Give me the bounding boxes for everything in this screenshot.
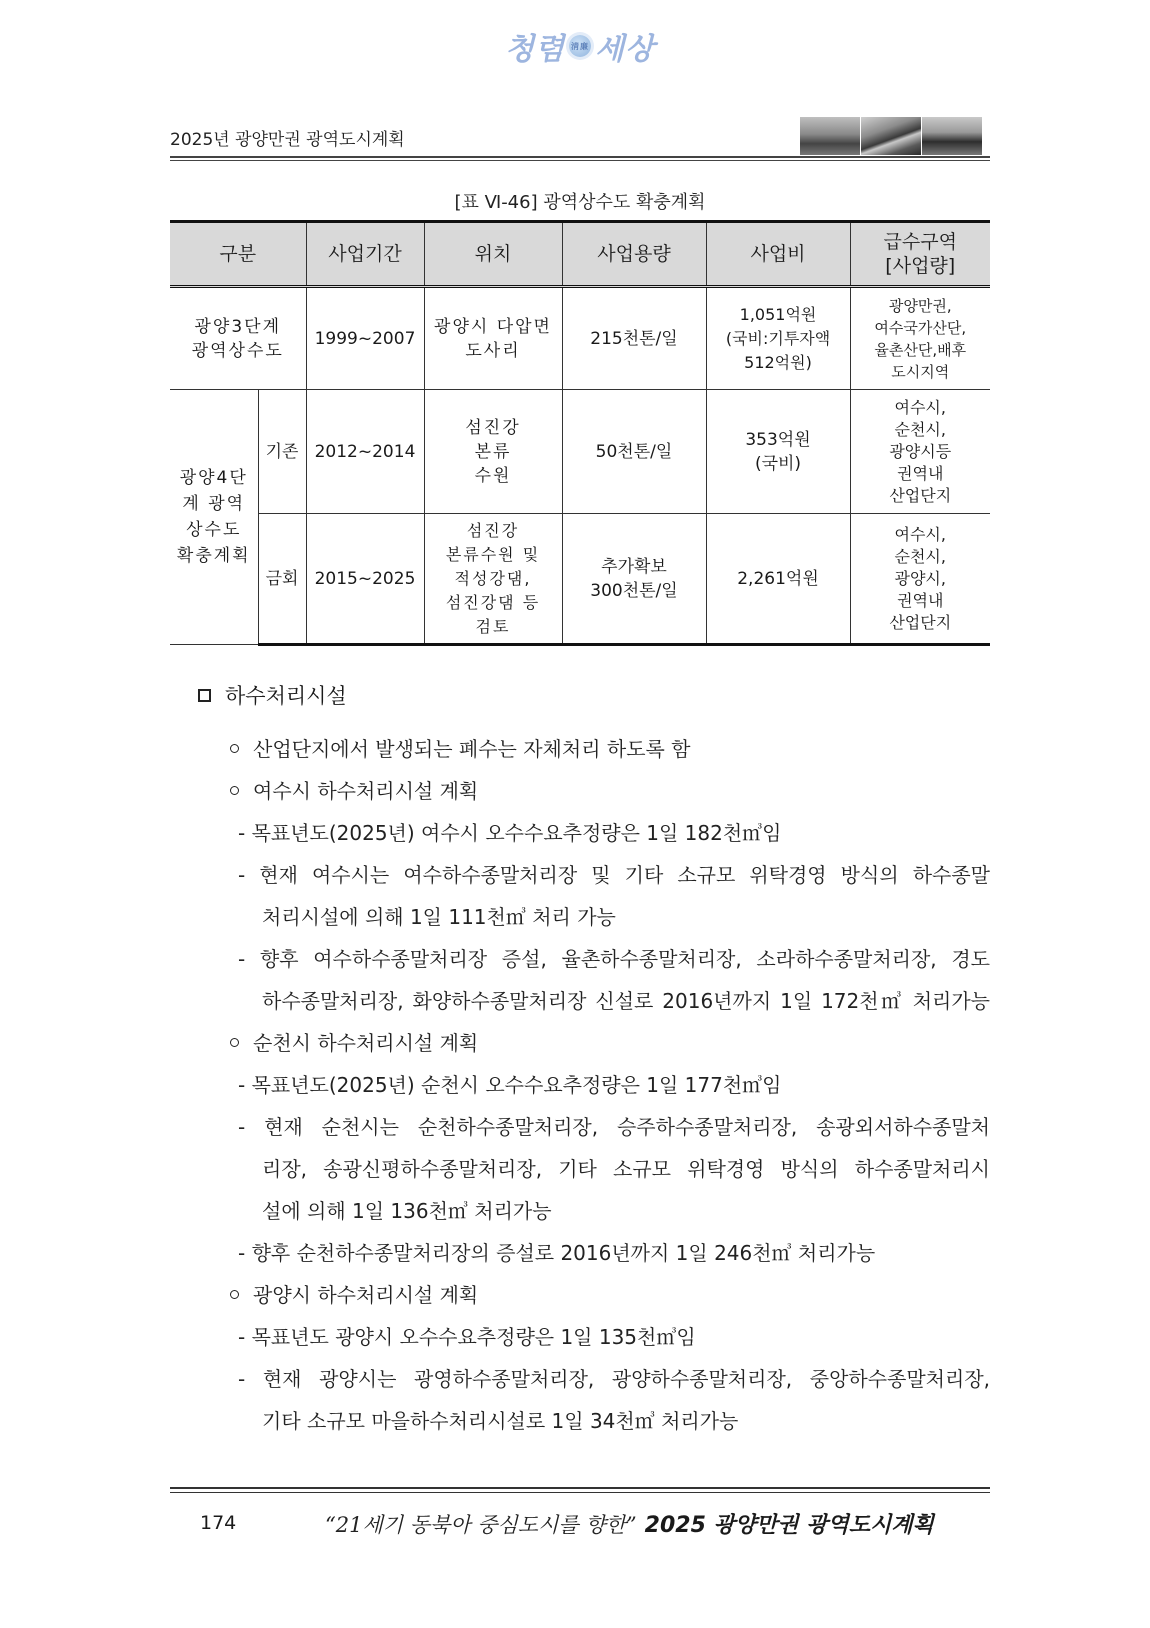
continuation-line: 기타 소규모 마을하수처리시설로 1일 34천㎥ 처리가능: [262, 1409, 739, 1433]
table-row: [170, 390, 990, 514]
header-photo-strip: [800, 117, 982, 155]
cell-cost: 1,051억원 (국비:기투자액 512억원): [706, 287, 850, 390]
table-row: [170, 514, 990, 645]
cell-area: 광양만권, 여수국가산단, 율촌산단,배후 도시지역: [850, 287, 990, 390]
footer-divider-thin: [170, 1492, 990, 1493]
header-divider-thin: [170, 160, 990, 161]
header-cost: 사업비: [706, 222, 850, 287]
cell-area: 여수시, 순천시, 광양시, 권역내 산업단지: [850, 514, 990, 645]
logo-text-left: 청렴: [505, 32, 565, 67]
line-text: 여수시 하수처리시설 계획: [253, 779, 479, 803]
table-header-row: [170, 222, 990, 287]
dash-line: - 목표년도 광양시 오수수요추정량은 1일 135천㎥임: [238, 1325, 696, 1349]
cell-location: 광양시 다압면 도사리: [424, 287, 562, 390]
water-supply-table: [170, 220, 990, 646]
section-title: 하수처리시설: [225, 684, 347, 708]
dash-line: - 현재 광양시는 광영하수종말처리장, 광양하수종말처리장, 중앙하수종말처리장,: [238, 1367, 990, 1391]
header-photo-3: [922, 117, 982, 155]
table-row: [170, 287, 990, 390]
bullet-circle-icon: [230, 744, 239, 753]
cell-sub: 금회: [258, 514, 306, 645]
checkbox-square-icon: [198, 689, 211, 702]
dash-line: - 목표년도(2025년) 순천시 오수수요추정량은 1일 177천㎥임: [238, 1073, 782, 1097]
cell-capacity: 50천톤/일: [562, 390, 706, 514]
cell-category: 광양3단계 광역상수도: [170, 287, 306, 390]
bullet-circle-icon: [230, 1290, 239, 1299]
logo-badge-icon: 淸廉: [569, 35, 591, 57]
footer-quote: “21세기 동북아 중심도시를 향한”: [325, 1513, 637, 1537]
cell-capacity: 215천톤/일: [562, 287, 706, 390]
logo: [485, 22, 675, 70]
cell-location: 섬진강 본류수원 및 적성강댐, 섬진강댐 등 검토: [424, 514, 562, 645]
cell-group: 광양4단 계 광역 상수도 확충계획: [170, 390, 258, 645]
dash-line: - 현재 순천시는 순천하수종말처리장, 승주하수종말처리장, 송광외서하수종말처: [238, 1115, 990, 1139]
continuation-line: 처리시설에 의해 1일 111천㎥ 처리 가능: [262, 905, 616, 929]
header-location: 위치: [424, 222, 562, 287]
line-text: 순천시 하수처리시설 계획: [253, 1031, 479, 1055]
line-text: 광양시 하수처리시설 계획: [253, 1283, 479, 1307]
cell-area: 여수시, 순천시, 광양시등 권역내 산업단지: [850, 390, 990, 514]
bullet-circle-icon: [230, 1038, 239, 1047]
continuation-line: 설에 의해 1일 136천㎥ 처리가능: [262, 1199, 552, 1223]
cell-cost: 353억원 (국비): [706, 390, 850, 514]
header-photo-1: [800, 117, 860, 155]
cell-period: 2015~2025: [306, 514, 424, 645]
continuation-line: 하수종말처리장, 화양하수종말처리장 신설로 2016년까지 1일 172천㎥ 처리가능: [262, 989, 990, 1013]
logo-text-right: 세상: [595, 32, 655, 67]
dash-line: - 목표년도(2025년) 여수시 오수수요추정량은 1일 182천㎥임: [238, 821, 782, 845]
bullet-line: [230, 733, 691, 762]
cell-location: 섬진강 본류 수원: [424, 390, 562, 514]
table-caption: [표 Ⅵ-46] 광역상수도 확충계획: [454, 192, 706, 213]
bullet-line: [230, 1027, 478, 1056]
line-text: 산업단지에서 발생되는 폐수는 자체처리 하도록 함: [253, 737, 691, 761]
footer-text: [325, 1508, 934, 1539]
cell-sub: 기존: [258, 390, 306, 514]
dash-line: - 향후 여수하수종말처리장 증설, 율촌하수종말처리장, 소라하수종말처리장, 경도: [238, 947, 990, 971]
cell-period: 2012~2014: [306, 390, 424, 514]
header-divider: [170, 156, 990, 158]
dash-line: - 현재 여수시는 여수하수종말처리장 및 기타 소규모 위탁경영 방식의 하수종말: [238, 863, 990, 887]
dash-line: - 향후 순천하수종말처리장의 증설로 2016년까지 1일 246천㎥ 처리가능: [238, 1241, 876, 1265]
header-area: 급수구역 [사업량]: [850, 222, 990, 287]
bullet-line: [230, 1279, 478, 1308]
footer-divider: [170, 1487, 990, 1489]
cell-cost: 2,261억원: [706, 514, 850, 645]
cell-capacity: 추가확보 300천톤/일: [562, 514, 706, 645]
header-title: 2025년 광양만권 광역도시계획: [170, 130, 405, 150]
footer-title: 2025 광양만권 광역도시계획: [644, 1513, 934, 1538]
cell-period: 1999~2007: [306, 287, 424, 390]
header-category: 구분: [170, 222, 306, 287]
page-number: 174: [200, 1512, 237, 1534]
continuation-line: 리장, 송광신평하수종말처리장, 기타 소규모 위탁경영 방식의 하수종말처리시: [262, 1157, 990, 1181]
header-capacity: 사업용량: [562, 222, 706, 287]
section-heading: [198, 680, 347, 710]
bullet-circle-icon: [230, 786, 239, 795]
header-photo-2: [861, 117, 921, 155]
bullet-line: [230, 775, 478, 804]
header-period: 사업기간: [306, 222, 424, 287]
